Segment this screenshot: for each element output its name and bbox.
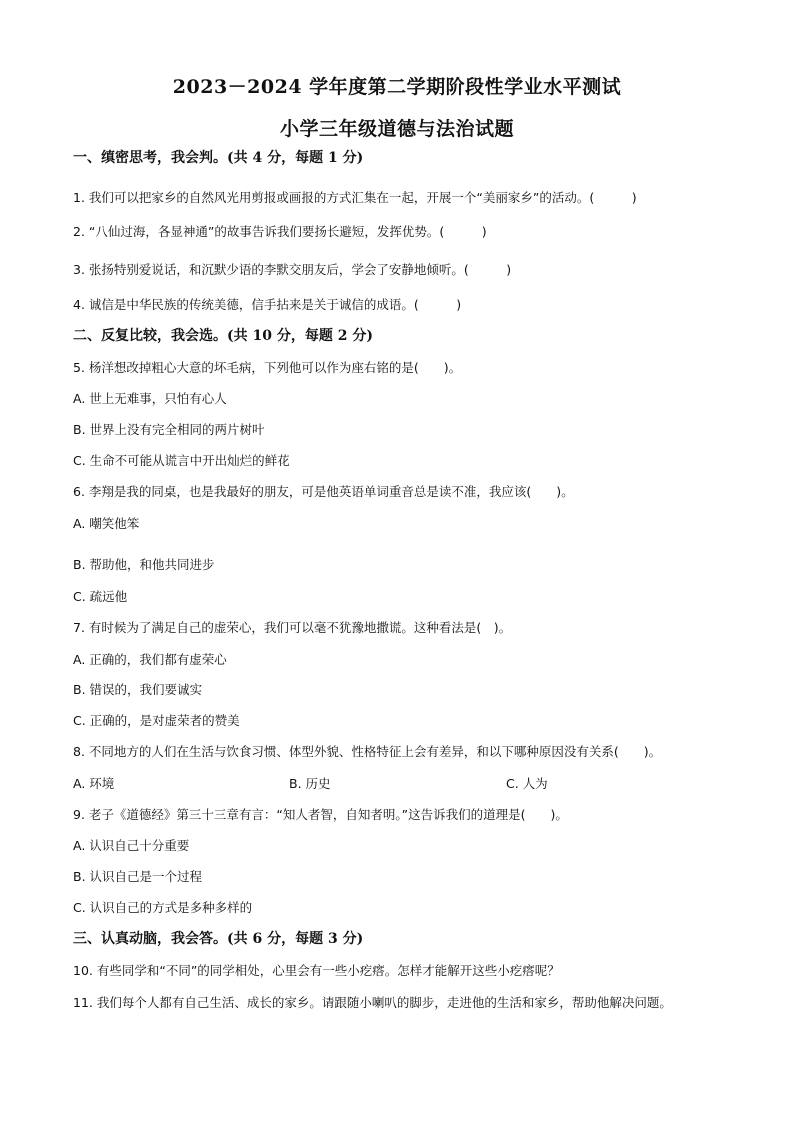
question-4: 4. 诚信是中华民族的传统美德，信手拈来是关于诚信的成语。( ) xyxy=(73,297,462,312)
exam-title: 2023－2024 学年度第二学期阶段性学业水平测试 xyxy=(172,76,622,98)
question-7-option-c: C. 正确的，是对虚荣者的赞美 xyxy=(73,713,240,728)
question-8-option-c: C. 人为 xyxy=(506,776,548,791)
question-2: 2. “八仙过海，各显神通”的故事告诉我们要扬长避短，发挥优势。( ) xyxy=(73,224,487,239)
question-6: 6. 李翔是我的同桌，也是我最好的朋友，可是他英语单词重音总是读不准，我应该( )。 xyxy=(73,484,574,499)
question-8-option-a: A. 环境 xyxy=(73,776,115,791)
question-9-option-a: A. 认识自己十分重要 xyxy=(73,838,190,853)
question-3: 3. 张扬特别爱说话，和沉默少语的李默交朋友后，学会了安静地倾听。( ) xyxy=(73,262,512,277)
question-6-option-a: A. 嘲笑他笨 xyxy=(73,516,140,531)
question-6-option-b: B. 帮助他，和他共同进步 xyxy=(73,557,215,572)
question-7: 7. 有时候为了满足自己的虚荣心，我们可以毫不犹豫地撒谎。这种看法是( )。 xyxy=(73,620,512,635)
question-7-option-a: A. 正确的，我们都有虚荣心 xyxy=(73,652,227,667)
question-9-option-b: B. 认识自己是一个过程 xyxy=(73,869,203,884)
section-heading-choose: 二、反复比较，我会选。(共 10 分，每题 2 分) xyxy=(73,328,373,344)
question-11: 11. 我们每个人都有自己生活、成长的家乡。请跟随小喇叭的脚步，走进他的生活和家乡，帮助他解决问题。 xyxy=(73,995,672,1010)
section-heading-answer: 三、认真动脑，我会答。(共 6 分，每题 3 分) xyxy=(73,931,364,947)
question-5: 5. 杨洋想改掉粗心大意的坏毛病，下列他可以作为座右铭的是( )。 xyxy=(73,360,462,375)
question-8-option-b: B. 历史 xyxy=(289,776,331,791)
question-7-option-b: B. 错误的，我们要诚实 xyxy=(73,682,203,697)
question-9-option-c: C. 认识自己的方式是多种多样的 xyxy=(73,900,253,915)
question-8: 8. 不同地方的人们在生活与饮食习惯、体型外貌、性格特征上会有差异，和以下哪种原因没有关系( )。 xyxy=(73,744,662,759)
question-5-option-b: B. 世界上没有完全相同的两片树叶 xyxy=(73,422,265,437)
question-5-option-c: C. 生命不可能从谎言中开出灿烂的鲜花 xyxy=(73,453,290,468)
section-heading-judge: 一、缜密思考，我会判。(共 4 分，每题 1 分) xyxy=(73,150,364,166)
exam-subtitle: 小学三年级道德与法治试题 xyxy=(279,118,514,140)
question-10: 10. 有些同学和“不同”的同学相处，心里会有一些小疙瘩。怎样才能解开这些小疙瘩呢？ xyxy=(73,963,560,978)
question-9: 9. 老子《道德经》第三十三章有言：“知人者智，自知者明。”这告诉我们的道理是( )。 xyxy=(73,807,568,822)
question-6-option-c: C. 疏远他 xyxy=(73,589,128,604)
question-5-option-a: A. 世上无难事，只怕有心人 xyxy=(73,391,227,406)
question-1: 1. 我们可以把家乡的自然风光用剪报或画报的方式汇集在一起，开展一个“美丽家乡”的活动。( ) xyxy=(73,190,637,205)
